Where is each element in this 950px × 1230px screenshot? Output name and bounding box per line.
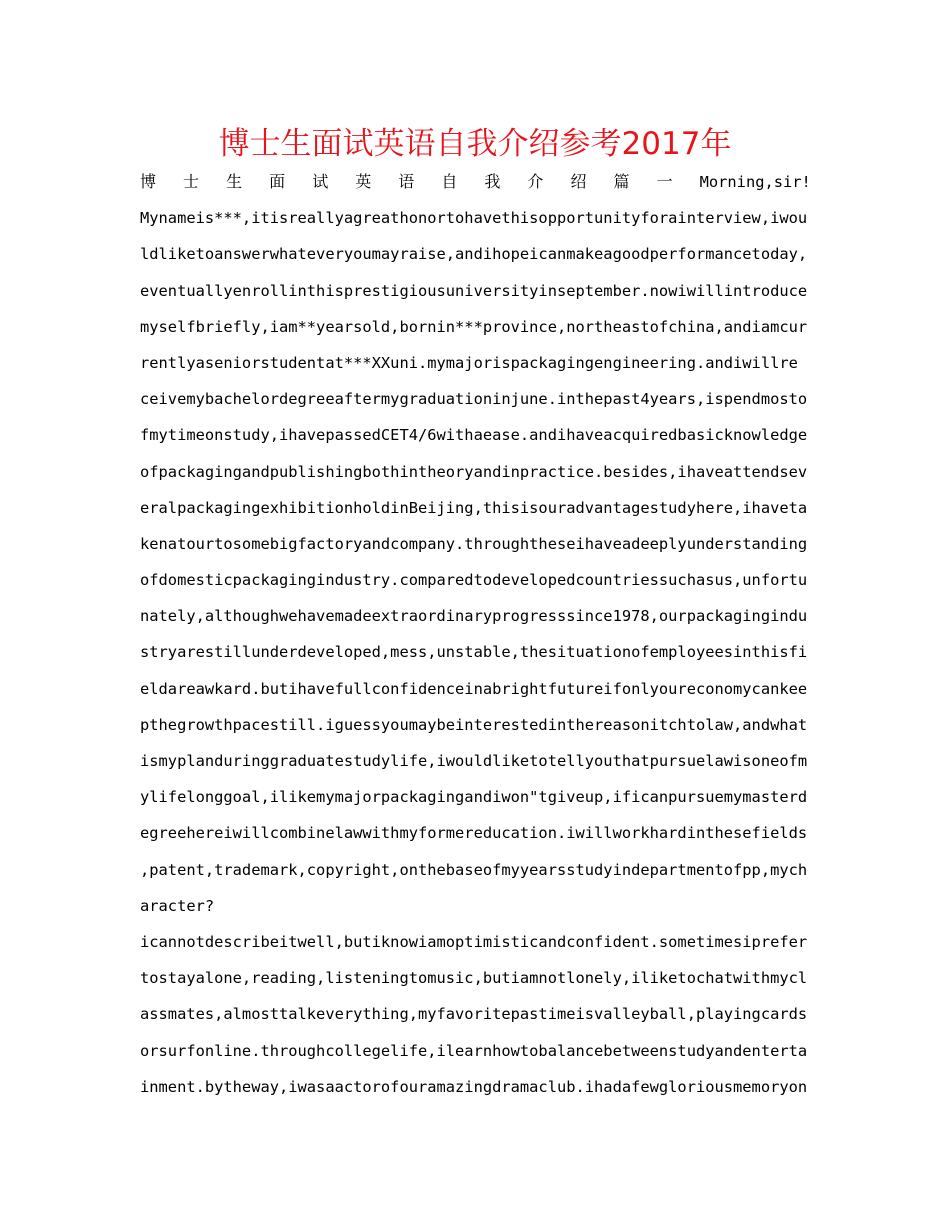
text-line: rentlyaseniorstudentat***XXuni.mymajorispackagingengineering.andiwillre: [140, 353, 798, 372]
text-line: pthegrowthpacestill.iguessyoumaybeinterestedinthereasonitchtolaw,andwhat: [140, 715, 808, 734]
text-line: egreehereiwillcombinelawwithmyformereducation.iwillworkhardinthesefields: [140, 824, 808, 843]
text-line: ceivemybachelordegreeaftermygraduationinjune.inthepast4years,ispendmosto: [140, 390, 808, 409]
heading-char: 自: [441, 172, 458, 191]
text-line: aracter?: [140, 896, 215, 915]
text-line: icannotdescribeitwell,butiknowiamoptimisticandconfident.sometimesiprefer: [140, 932, 808, 951]
text-line: nately,althoughwehavemadeextraordinaryprogresssince1978,ourpackagingindu: [140, 607, 808, 626]
text-line: ,patent,trademark,copyright,onthebaseofmyyearsstudyindepartmentofpp,mych: [140, 860, 808, 879]
heading-char: 试: [312, 172, 329, 191]
text-line: ldliketoanswerwhateveryoumayraise,andihopeicanmakeagoodperformancetoday,: [140, 245, 808, 264]
text-line: ismyplanduringgraduatestudylife,iwouldliketotellyouthatpursuelawisoneofm: [140, 752, 808, 770]
heading-char: 一: [656, 172, 673, 191]
text-line: ofpackagingandpublishingbothintheoryandinpractice.besides,ihaveattendsev: [140, 462, 808, 481]
document-title: 博士生面试英语自我介绍参考2017年: [218, 126, 732, 162]
text-line: inment.bytheway,iwasaactorofouramazingdramaclub.ihadafewgloriousmemoryon: [140, 1077, 808, 1096]
greeting-text: Morning,sir!: [699, 173, 811, 191]
heading-char: 介: [527, 172, 544, 191]
heading-char: 生: [226, 172, 243, 191]
text-line: ylifelonggoal,ilikemymajorpackagingandiwon"tgiveup,ificanpursuemymasterd: [140, 788, 808, 807]
heading-char: 篇: [613, 172, 630, 191]
heading-char: 面: [269, 172, 286, 191]
heading-char: 语: [398, 172, 415, 191]
text-line: assmates,almosttalkeverything,myfavoritepastimeisvalleyball,playingcards: [140, 1005, 808, 1024]
heading-char: 博: [140, 172, 157, 191]
heading-char: 士: [183, 172, 200, 191]
text-line: kenatourtosomebigfactoryandcompany.throughtheseihaveadeeplyunderstanding: [140, 534, 808, 553]
text-line: eventuallyenrollinthisprestigiousuniversityinseptember.nowiwillintroduce: [140, 281, 808, 300]
heading-char: 英: [355, 172, 372, 191]
text-line: tostayalone,reading,listeningtomusic,butiamnotlonely,iliketochatwithmycl: [140, 969, 808, 988]
heading-char: 绍: [570, 172, 587, 191]
text-line: fmytimeonstudy,ihavepassedCET4/6withaease.andihaveacquiredbasicknowledge: [140, 426, 808, 445]
text-line: stryarestillunderdeveloped,mess,unstable,thesituationofemployeesinthisfi: [140, 643, 808, 662]
text-line: ofdomesticpackagingindustry.comparedtodevelopedcountriessuchasus,unfortu: [140, 571, 808, 590]
text-line: myselfbriefly,iam**yearsold,bornin***province,northeastofchina,andiamcur: [140, 317, 808, 336]
document-body: [140, 164, 811, 1105]
text-line: Mynameis***,itisreallyagreathonortohavethisopportunityforainterview,iwou: [140, 209, 808, 228]
text-line: orsurfonline.throughcollegelife,ilearnhowtobalancebetweenstudyandenterta: [140, 1041, 808, 1060]
text-line: eldareawkard.butihavefullconfidenceinabrightfutureifonlyoureconomycankee: [140, 679, 808, 698]
heading-char: 我: [484, 172, 501, 191]
section-heading-line: [140, 164, 811, 200]
text-line: eralpackagingexhibitionholdinBeijing,thisisouradvantagestudyhere,ihaveta: [140, 498, 808, 517]
